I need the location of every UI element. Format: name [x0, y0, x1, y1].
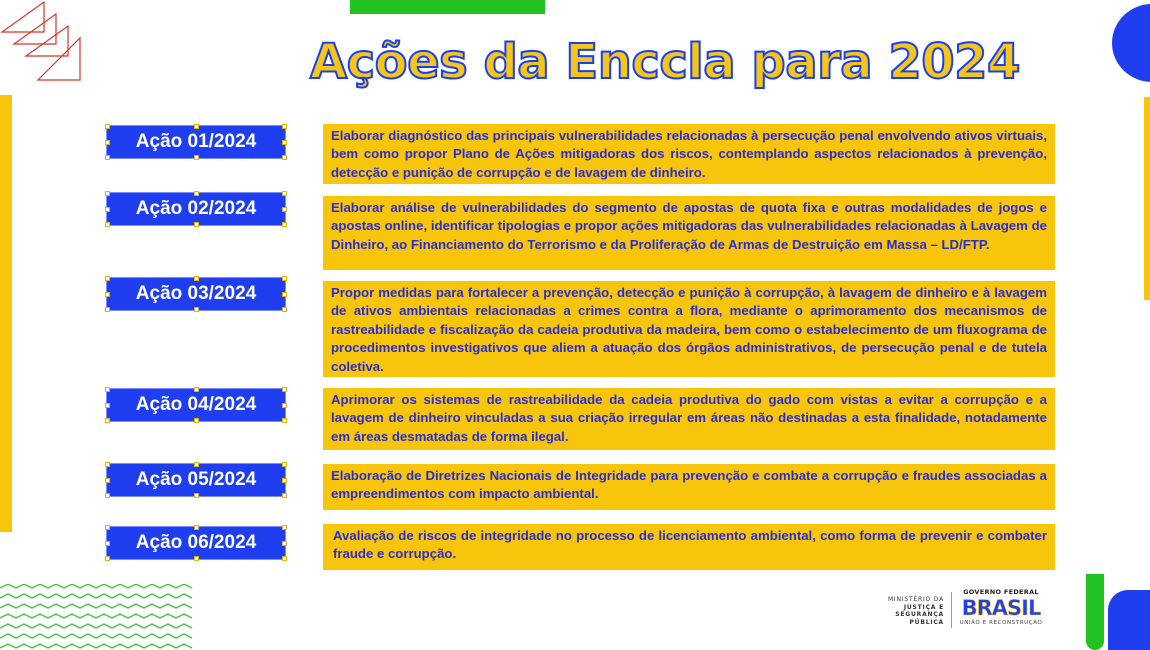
selection-handle: [105, 403, 110, 408]
selection-handle: [194, 418, 199, 423]
selection-handle: [282, 387, 287, 392]
selection-handle: [282, 541, 287, 546]
selection-handle: [282, 556, 287, 561]
selection-handle: [105, 307, 110, 312]
selection-handle: [194, 525, 199, 530]
selection-handle: [282, 403, 287, 408]
selection-handle: [194, 387, 199, 392]
selection-handle: [194, 556, 199, 561]
gov-bottom-text: UNIÃO E RECONSTRUÇÃO: [959, 620, 1043, 626]
selection-handle: [194, 276, 199, 281]
selection-handle: [105, 541, 110, 546]
selection-handle: [105, 222, 110, 227]
selection-handle: [282, 462, 287, 467]
selection-handle: [282, 155, 287, 160]
selection-handle: [282, 418, 287, 423]
selection-handle: [105, 207, 110, 212]
action-badge-06: Ação 06/2024: [107, 527, 285, 559]
selection-handle: [282, 124, 287, 129]
ministry-logo: [862, 596, 944, 626]
selection-handle: [194, 155, 199, 160]
left-yellow-bar: [0, 95, 12, 532]
selection-handle: [194, 124, 199, 129]
selection-handle: [282, 292, 287, 297]
selection-handle: [282, 478, 287, 483]
selection-handle: [282, 207, 287, 212]
ministry-line-1: MINISTÉRIO DA: [887, 596, 944, 603]
gov-top-text: GOVERNO FEDERAL: [963, 588, 1039, 596]
action-text-06: Avaliação de riscos de integridade no processo de licenciamento ambiental, como forma de prevenir e combater fraude e corrupção.: [323, 524, 1055, 570]
selection-handle: [105, 155, 110, 160]
green-zigzag-decoration: [0, 584, 195, 650]
action-text-02: Elaborar análise de vulnerabilidades do segmento de apostas de quota fixa e outras modalidades de jogos e apostas online, identificar tipologias e propor ações mitigadoras das vulnerabilidades relacionadas à Lavagem de Dinheiro, ao Financiamento do Terrorismo e da Proliferação de Armas de Destruição em Massa – LD/FTP.: [323, 196, 1055, 270]
selection-handle: [105, 124, 110, 129]
logo-divider: [951, 592, 952, 628]
ministry-line-2: JUSTIÇA E: [903, 603, 944, 611]
selection-handle: [194, 307, 199, 312]
selection-handle: [105, 387, 110, 392]
action-text-04: Aprimorar os sistemas de rastreabilidade da cadeia produtiva do gado com vistas a evitar a corrupção e a lavagem de dinheiro vinculadas a sua criação irregular em áreas não destinadas a esta finalidade, notadamente em áreas desmatadas de forma ilegal.: [323, 388, 1055, 450]
page-title: Ações da Enccla para 2024: [310, 34, 1020, 90]
selection-handle: [282, 140, 287, 145]
selection-handle: [194, 462, 199, 467]
bottom-right-shapes-decoration: [1086, 574, 1150, 650]
selection-handle: [105, 418, 110, 423]
selection-handle: [105, 462, 110, 467]
action-badge-02: Ação 02/2024: [107, 193, 285, 225]
selection-handle: [194, 191, 199, 196]
selection-handle: [105, 556, 110, 561]
selection-handle: [105, 525, 110, 530]
action-badge-01: Ação 01/2024: [107, 126, 285, 158]
selection-handle: [105, 478, 110, 483]
action-badge-04: Ação 04/2024: [107, 389, 285, 421]
selection-handle: [105, 140, 110, 145]
action-text-01: Elaborar diagnóstico das principais vulnerabilidades relacionadas à persecução penal envolvendo ativos virtuais, bem como propor Plano de Ações mitigadoras dos riscos, contemplando aspectos relacionados à prevenção, detecção e punição de corrupção e de lavagem de dinheiro.: [323, 124, 1055, 184]
selection-handle: [105, 292, 110, 297]
selection-handle: [105, 493, 110, 498]
top-green-bar: [350, 0, 545, 14]
selection-handle: [105, 191, 110, 196]
right-yellow-bar: [1144, 97, 1150, 300]
selection-handle: [282, 493, 287, 498]
action-text-03: Propor medidas para fortalecer a prevenção, detecção e punição à corrupção, à lavagem de dinheiro e à lavagem de ativos ambientais relacionadas a crimes contra a flora, mediante o aprimoramento dos mecanismos de rastreabilidade e fiscalização da cadeia produtiva da madeira, bem como o estabelecimento de um fluxograma de procedimentos investigativos que aliem a atuação dos órgãos administrativos, de persecução penal e de tutela coletiva.: [323, 281, 1055, 377]
selection-handle: [282, 307, 287, 312]
selection-handle: [282, 525, 287, 530]
gov-federal-logo: [958, 588, 1044, 626]
action-text-05: Elaboração de Diretrizes Nacionais de Integridade para prevenção e combate a corrupção e fraudes associadas a empreendimentos com impacto ambiental.: [323, 464, 1055, 510]
action-badge-05: Ação 05/2024: [107, 464, 285, 496]
selection-handle: [194, 222, 199, 227]
selection-handle: [282, 191, 287, 196]
selection-handle: [282, 222, 287, 227]
gov-brand-text: BRASIL: [961, 596, 1041, 620]
ministry-line-3: SEGURANÇA PÚBLICA: [895, 611, 944, 626]
selection-handle: [105, 276, 110, 281]
action-badge-03: Ação 03/2024: [107, 278, 285, 310]
selection-handle: [282, 276, 287, 281]
selection-handle: [194, 493, 199, 498]
